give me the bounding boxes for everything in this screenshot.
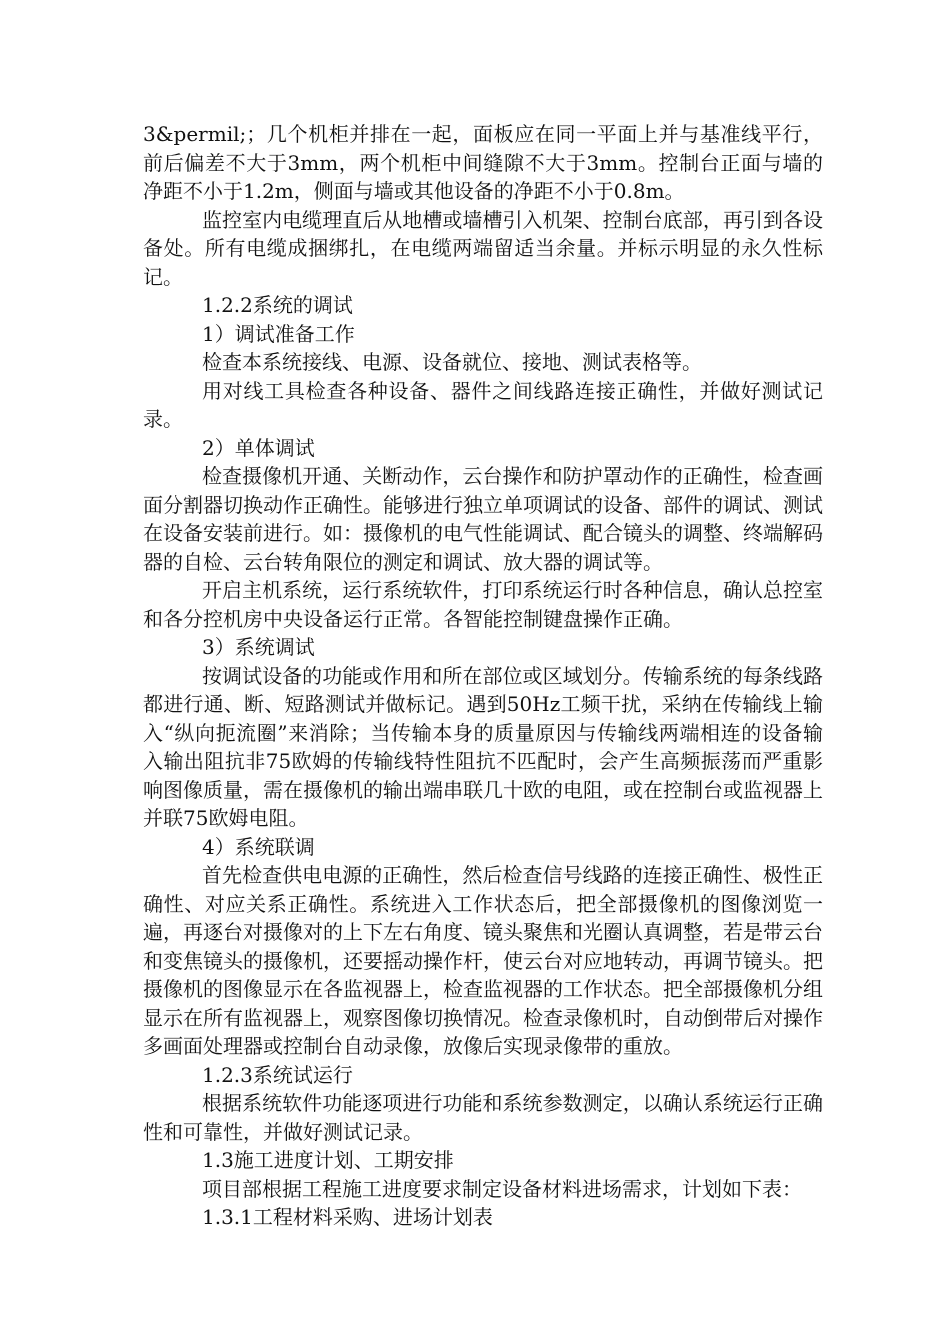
subheading-joint-debugging: 4）系统联调 (202, 834, 315, 859)
paragraph-cabinet-alignment: 3&permil;；几个机柜并排在一起，面板应在同一平面上并与基准线平行，前后偏差不大于3mm，两个机柜中间缝隙不大于3mm。控制台正面与墙的净距不小于1.2m，侧面与墙或其他设备的净距不小于0.8m。 (143, 122, 823, 203)
section-heading-schedule: 1.3施工进度计划、工期安排 (202, 1148, 454, 1172)
paragraph-preparation-check: 检查本系统接线、电源、设备就位、接地、测试表格等。 (202, 350, 702, 374)
subheading-preparation: 1）调试准备工作 (202, 321, 355, 346)
paragraph-cable-routing: 监控室内电缆理直后从地槽或墙槽引入机架、控制台底部，再引到各设备处。所有电缆成捆绑扎，在电缆两端留适当余量。并标示明显的永久性标记。 (143, 207, 823, 289)
section-heading-system-debugging: 1.2.2系统的调试 (202, 293, 353, 317)
subheading-system-debugging: 3）系统调试 (202, 635, 315, 659)
subheading-unit-debugging: 2）单体调试 (202, 435, 315, 460)
document-body (143, 120, 823, 1232)
section-heading-procurement-plan: 1.3.1工程材料采购、进场计划表 (202, 1205, 493, 1229)
paragraph-line-test: 用对线工具检查各种设备、器件之间线路连接正确性，并做好测试记录。 (143, 378, 823, 431)
paragraph-schedule: 项目部根据工程施工进度要求制定设备材料进场需求，计划如下表： (202, 1176, 802, 1201)
section-heading-trial-run: 1.2.3系统试运行 (202, 1062, 353, 1087)
paragraph-joint-debugging: 首先检查供电电源的正确性，然后检查信号线路的连接正确性、极性正确性、对应关系正确性。系统进入工作状态后，把全部摄像机的图像浏览一遍，再逐台对摄像对的上下左右角度、镜头聚焦和光圈认真调整，若是带云台和变焦镜头的摄像机，还要摇动操作杆，使云台对应地转动，再调节镜头。把摄像机的图像显示在各监视器上，检查监视器的工作状态。把全部摄像机分组显示在所有监视器上，观察图像切换情况。检查录像机时，自动倒带后对操作多画面处理器或控制台自动录像，放像后实现录像带的重放。 (143, 863, 823, 1058)
paragraph-transmission-test: 按调试设备的功能或作用和所在部位或区域划分。传输系统的每条线路都进行通、断、短路测试并做标记。遇到50Hz工频干扰，采纳在传输线上输入“纵向扼流圈”来消除；当传输本身的质量原因与传输线两端相连的设备输入输出阻抗非75欧姆的传输线特性阻抗不匹配时，会产生高频振荡而严重影响图像质量，需在摄像机的输出端串联几十欧的电阻，或在控制台或监视器上并联75欧姆电阻。 (143, 663, 823, 830)
paragraph-host-system: 开启主机系统，运行系统软件，打印系统运行时各种信息，确认总控室和各分控机房中央设备运行正常。各智能控制键盘操作正确。 (143, 578, 823, 631)
paragraph-camera-check: 检查摄像机开通、关断动作，云台操作和防护罩动作的正确性，检查画面分割器切换动作正确性。能够进行独立单项调试的设备、部件的调试、测试在设备安装前进行。如：摄像机的电气性能调试、配合镜头的调整、终端解码器的自检、云台转角限位的测定和调试、放大器的调试等。 (143, 464, 823, 574)
paragraph-trial-run: 根据系统软件功能逐项进行功能和系统参数测定，以确认系统运行正确性和可靠性，并做好测试记录。 (143, 1091, 823, 1144)
